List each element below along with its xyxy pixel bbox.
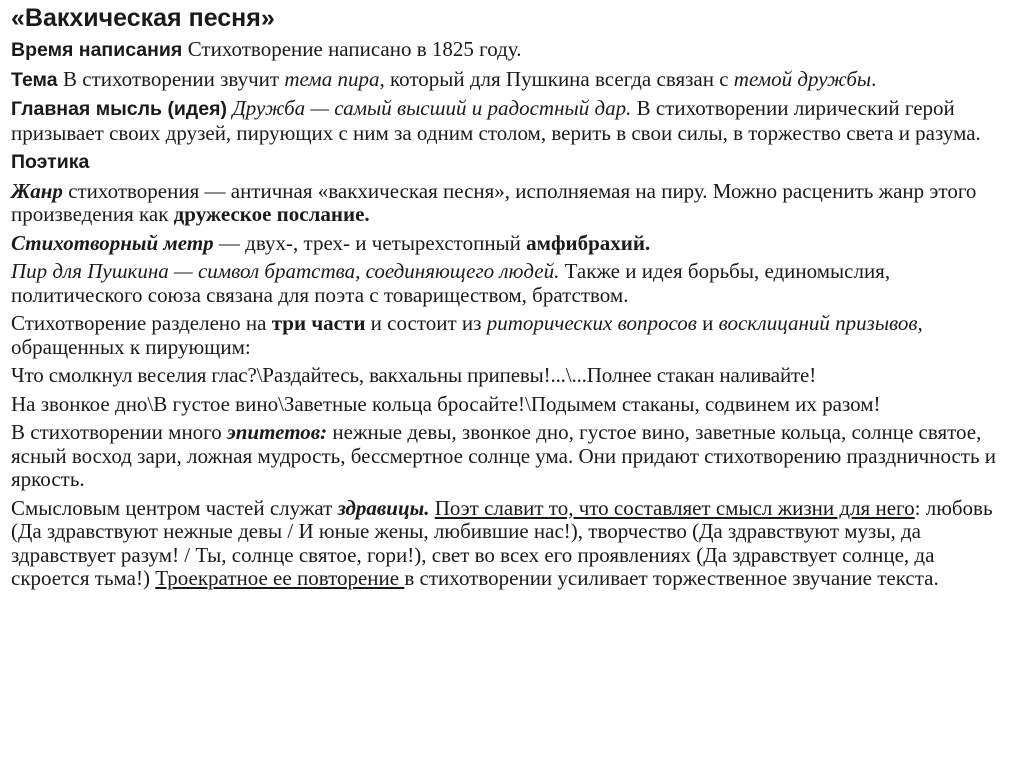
- text-run: В стихотворении лирический герой призывает своих друзей, пирующих с ним за одним столом, верить в свои силы, в торжество света и разума.: [11, 96, 981, 145]
- paragraph: [11, 38, 1017, 63]
- text-run: Дружба — самый высший и радостный дар.: [232, 96, 632, 120]
- text-run: Пир для Пушкина — символ братства, соединяющего людей.: [11, 259, 560, 283]
- text-run: Стихотворный метр: [11, 230, 214, 255]
- text-run: амфибрахий.: [526, 230, 651, 255]
- text-run: Троекратное ее повторение: [155, 566, 405, 590]
- text-run: эпитетов:: [227, 420, 328, 444]
- paragraph: [11, 68, 1017, 93]
- text-run: В стихотворении много: [11, 420, 228, 444]
- text-run: Время написания: [11, 39, 188, 61]
- text-run: восклицаний призывов,: [718, 311, 923, 335]
- text-run: риторических вопросов: [486, 311, 697, 335]
- text-run: Главная мысль (идея): [11, 98, 233, 120]
- text-run: , который для Пушкина всегда связан с: [379, 66, 734, 91]
- text-run: стихотворения — античная «вакхическая песня», исполняемая на пиру. Можно расценить жанр этого произведения как: [11, 178, 977, 226]
- text-run: Что смолкнул веселия глас?\Раздайтесь, вакхальны припевы!...\...Полнее стакан наливайте!: [11, 363, 817, 387]
- text-run: — двух-, трех- и четырехстопный: [213, 230, 527, 255]
- slide-title: «Вакхическая песня»: [11, 4, 275, 32]
- text-run: тема пира: [284, 66, 380, 91]
- text-run: : любовь (Да здравствуют нежные девы / И юные жены, любившие нас!), творчество (Да здравствуют музы, да здравствует разум! / Ты, солнце святое, гори!), свет во всех его проявлениях (Да здравствует солнце, да скроется тьма!): [11, 495, 993, 590]
- text-run: Также и идея борьбы, единомыслия, политического союза связана для поэта с товариществом, братством.: [11, 259, 891, 307]
- text-run: здравицы.: [337, 495, 430, 520]
- text-run: обращенных к пирующим:: [11, 334, 251, 359]
- text-run: Смысловым центром частей служат: [11, 495, 338, 520]
- paragraph: [11, 312, 1017, 359]
- slide: [11, 3, 1017, 596]
- text-run: Поэтика: [11, 151, 90, 173]
- text-run: дружеское послание.: [173, 202, 370, 226]
- text-run: темой дружбы: [733, 66, 872, 91]
- paragraph: [11, 180, 1017, 227]
- text-run: В стихотворении звучит: [62, 66, 285, 91]
- paragraph: [11, 421, 1017, 492]
- paragraph: [11, 497, 1017, 591]
- text-run: нежные девы, звонкое дно, густое вино, заветные кольца, солнце святое, ясный восход зари, ложная мудрость, бессмертное солнце ума. Они придают стихотворению праздничность и яркость.: [11, 420, 997, 491]
- text-run: Стихотворение написано в 1825 году.: [187, 37, 522, 61]
- text-run: в стихотворении усиливает торжественное звучание текста.: [404, 566, 939, 590]
- text-run: Жанр: [11, 178, 63, 203]
- text-run: Стихотворение разделено на: [11, 311, 272, 335]
- paragraph: [11, 232, 1017, 256]
- paragraph: [11, 260, 1017, 307]
- text-run: и состоит из: [365, 311, 487, 335]
- text-run: три части: [271, 311, 366, 335]
- paragraph: [11, 150, 1017, 175]
- slide-body: [11, 38, 1017, 591]
- paragraph: [11, 97, 1017, 145]
- text-run: На звонкое дно\В густое вино\Заветные кольца бросайте!\Подымем стаканы, содвинем их разом!: [11, 391, 881, 416]
- text-run: Тема: [11, 68, 63, 91]
- text-run: Поэт славит то, что составляет смысл жизни для него: [434, 495, 915, 520]
- text-run: .: [871, 66, 877, 91]
- paragraph: [11, 364, 1017, 388]
- paragraph: [11, 393, 1017, 417]
- text-run: и: [696, 311, 719, 335]
